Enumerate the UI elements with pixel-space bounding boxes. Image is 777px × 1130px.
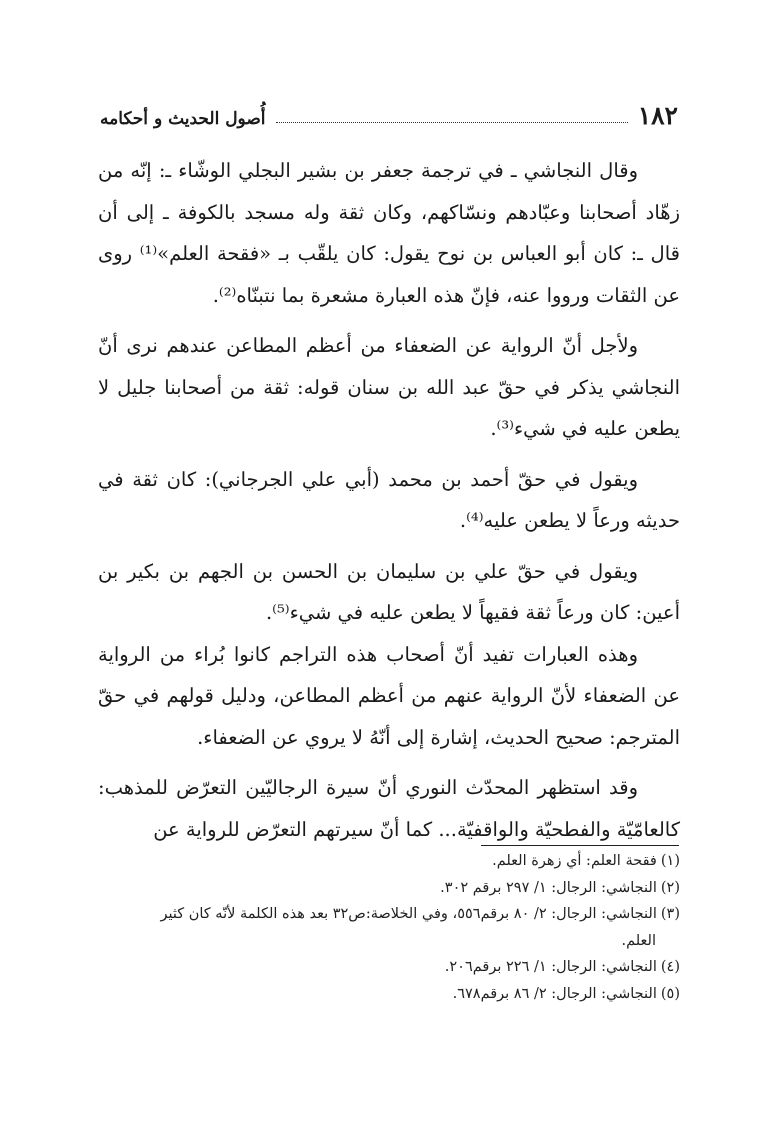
paragraph-6: وقد استظهر المحدّث النوري أنّ سيرة الرجاليّين التعرّض للمذهب: كالعامّيّة والفطحيّة والواقفيّة... كما أنّ سيرتهم التعرّض للرواية عن: [98, 776, 680, 841]
footnote-3: [98, 901, 680, 928]
footnote-number: (٥): [660, 985, 680, 1002]
footnotes: [98, 848, 680, 1007]
footnote-text: فقحة العلم: أي زهرة العلم.: [492, 853, 657, 869]
footnote-4: [98, 954, 680, 981]
main-text: [98, 150, 680, 850]
book-title: أُصول الحديث و أحكامه: [100, 109, 266, 129]
paragraph-5: وهذه العبارات تفيد أنّ أصحاب هذه التراجم كانوا بُراء من الرواية عن الضعفاء لأنّ الرواية عنهم من أعظم المطاعن، ودليل قولهم في حقّ المترجم: صحيح الحديث، إشارة إلى أنّهُ لا يروي عن الضعفاء.: [98, 642, 680, 749]
footnote-text: النجاشي: الرجال: ١/ ٢٢٦ برقم٢٠٦.: [444, 959, 657, 975]
footnote-2: [98, 875, 680, 902]
paragraph-2: ولأجل أنّ الرواية عن الضعفاء من أعظم المطاعن عندهم نرى أنّ النجاشي يذكر في حقّ عبد الله بن سنان قوله: ثقة من أصحابنا جليل لا يطعن عليه في شيء⁽³⁾.: [98, 334, 680, 440]
paragraph-4: ويقول في حقّ علي بن سليمان بن الحسن بن الجهم بن بكير بن أعين: كان ورعاً ثقة فقيهاً لا يطعن عليه في شيء⁽⁵⁾.: [98, 559, 680, 624]
footnote-text: النجاشي: الرجال: ٢/ ٨٦ برقم٦٧٨.: [452, 985, 657, 1002]
footnote-separator: [481, 845, 679, 846]
page-number: ١٨٢: [637, 101, 678, 130]
footnote-5: [98, 981, 680, 1008]
header-dotted-leader: [276, 122, 628, 123]
footnote-text: النجاشي: الرجال: ١/ ٢٩٧ برقم ٣٠٢.: [440, 879, 657, 896]
footnote-1: [98, 848, 680, 875]
footnote-text: النجاشي: الرجال: ٢/ ٨٠ برقم٥٥٦، وفي الخلاصة:ص٣٢ بعد هذه الكلمة لأنّه كان كثير: [160, 906, 657, 922]
paragraph-3: ويقول في حقّ أحمد بن محمد (أبي علي الجرجاني): كان ثقة في حديثه ورعاً لا يطعن عليه⁽⁴⁾.: [98, 467, 680, 532]
footnote-number: (٤): [660, 959, 680, 975]
paragraph-1: وقال النجاشي ـ في ترجمة جعفر بن بشير البجلي الوشّاء ـ: إنّه من زهّاد أصحابنا وعبّادهم ونسّاكهم، وكان ثقة وله مسجد بالكوفة ـ إلى أن قال ـ: كان أبو العباس بن نوح يقول: كان يلقّب بـ «فقحة العلم»⁽¹⁾ روى عن الثقات ورووا عنه، فإنّ هذه العبارة مشعرة بما نتبنّاه⁽²⁾.: [98, 159, 680, 307]
footnote-3-continuation: العلم.: [621, 932, 656, 949]
footnote-number: (١): [660, 853, 680, 869]
running-header: [100, 94, 678, 128]
footnote-number: (٣): [660, 906, 680, 922]
footnote-number: (٢): [660, 879, 680, 896]
